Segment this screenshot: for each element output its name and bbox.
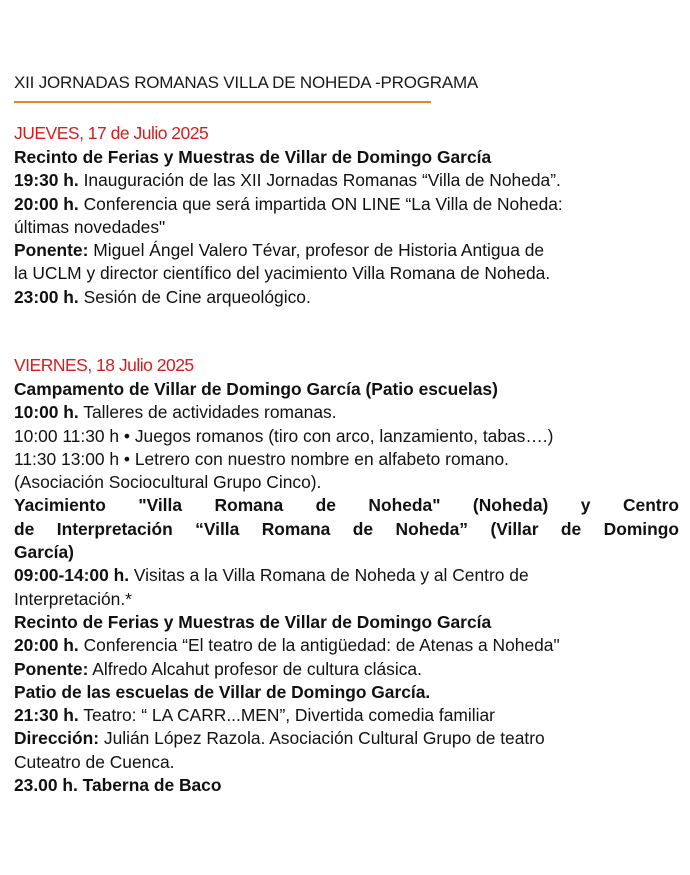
day1-section	[14, 120, 679, 309]
event-text: Conferencia “El teatro de la antigüedad: de Atenas a Noheda"	[78, 635, 560, 656]
speaker-text: Alfredo Alcahut profesor de cultura clásica.	[88, 658, 422, 679]
day2-event-4	[14, 704, 679, 727]
day1-speaker-cont: la UCLM y director científico del yacimiento Villa Romana de Noheda.	[14, 263, 551, 284]
day2-event-1	[14, 401, 679, 424]
day1-event-1	[14, 169, 679, 192]
event-time: 10:00 h.	[14, 402, 79, 423]
event-text: Inauguración de las XII Jornadas Romanas “Villa de Noheda”.	[78, 170, 561, 191]
day2-speaker	[14, 658, 679, 681]
day2-sub-activity-2: 11:30 13:00 h • Letrero con nuestro nombre en alfabeto romano.	[14, 448, 509, 469]
event-time: 20:00 h.	[14, 635, 79, 656]
day2-organizer: (Asociación Sociocultural Grupo Cinco).	[14, 472, 322, 493]
event-time: 19:30 h.	[14, 170, 79, 191]
speaker-label: Ponente:	[14, 658, 89, 679]
day2-sub-activity-1: 10:00 11:30 h • Juegos romanos (tiro con arco, lanzamiento, tabas….)	[14, 425, 554, 446]
day1-venue: Recinto de Ferias y Muestras de Villar de Domingo García	[14, 147, 492, 167]
day1-event-3	[14, 286, 679, 309]
day2-event-3	[14, 634, 679, 657]
day2-venue-4: Patio de las escuelas de Villar de Domingo García.	[14, 681, 431, 702]
direction-text: Julián López Razola. Asociación Cultural Grupo de teatro	[99, 728, 545, 749]
day1-heading: JUEVES, 17 de Julio 2025	[14, 123, 209, 143]
event-time: 20:00 h.	[14, 193, 79, 214]
speaker-label: Ponente:	[14, 240, 89, 261]
day2-heading: VIERNES, 18 Julio 2025	[14, 355, 194, 375]
day2-event-2	[14, 564, 679, 587]
event-time: 09:00-14:00 h.	[14, 565, 130, 586]
day2-event-2-cont: Interpretación.*	[14, 588, 132, 609]
day2-direction	[14, 727, 679, 750]
event-text: Teatro: “ LA CARR...MEN”, Divertida comedia familiar	[78, 705, 495, 726]
event-text: Visitas a la Villa Romana de Noheda y al Centro de	[129, 565, 529, 586]
day2-section	[14, 352, 679, 797]
day1-event-2	[14, 193, 679, 216]
day2-venue-3: Recinto de Ferias y Muestras de Villar de Domingo García	[14, 611, 492, 632]
day1-event-2-cont: últimas novedades"	[14, 216, 166, 237]
event-text: Sesión de Cine arqueológico.	[78, 286, 311, 307]
event-text: Conferencia que será impartida ON LINE “La Villa de Noheda:	[78, 193, 563, 214]
speaker-text: Miguel Ángel Valero Tévar, profesor de Historia Antigua de	[88, 240, 545, 261]
direction-label: Dirección:	[14, 728, 100, 749]
day2-venue-2-line2: de Interpretación “Villa Romana de Noheda” (Villar de Domingo	[14, 518, 679, 539]
day2-direction-cont: Cuteatro de Cuenca.	[14, 751, 175, 772]
day2-venue-2-line1: Yacimiento "Villa Romana de Noheda" (Noheda) y Centro	[14, 495, 679, 516]
day1-speaker	[14, 239, 679, 262]
document-title: XII JORNADAS ROMANAS VILLA DE NOHEDA -PROGRAMA	[14, 73, 479, 92]
title-underline	[14, 101, 431, 103]
day2-venue-2-line3: García)	[14, 542, 74, 563]
day2-venue-1: Campamento de Villar de Domingo García (Patio escuelas)	[14, 379, 498, 399]
event-time: 23:00 h.	[14, 286, 79, 307]
day2-final-event: 23.00 h. Taberna de Baco	[14, 775, 222, 796]
event-time: 21:30 h.	[14, 705, 79, 726]
event-text: Talleres de actividades romanas.	[78, 402, 337, 423]
